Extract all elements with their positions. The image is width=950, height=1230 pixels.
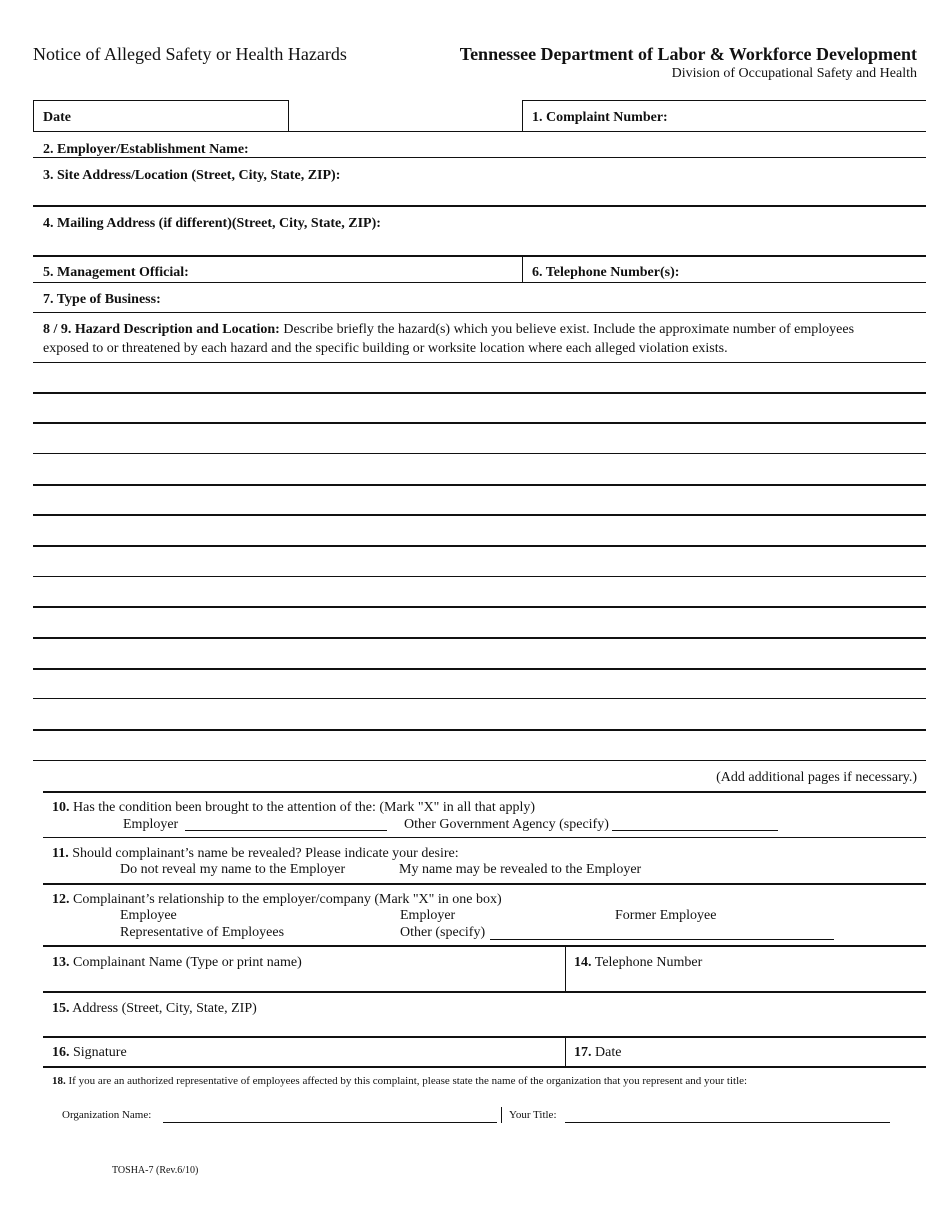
complaint-number-label: 1. Complaint Number: [532, 110, 668, 125]
q18-title-label: Your Title: [509, 1109, 557, 1121]
date-input[interactable] [290, 102, 520, 130]
form-id: TOSHA-7 (Rev.6/10) [112, 1165, 199, 1176]
q14-telephone-label: 14. Telephone Number [574, 955, 703, 970]
form-title: Notice of Alleged Safety or Health Hazards [33, 44, 347, 64]
date-label: Date [43, 110, 71, 125]
hazard-label: 8 / 9. Hazard Description and Location: [43, 322, 280, 337]
q12-question: 12. Complainant’s relationship to the employer/company (Mark "X" in one box) [52, 892, 502, 907]
management-official-label: 5. Management Official: [43, 265, 189, 280]
q12-option-employee[interactable]: Employee [120, 908, 177, 923]
q11-option-no-reveal[interactable]: Do not reveal my name to the Employer [120, 862, 346, 877]
q10-option-employer: Employer [123, 817, 179, 832]
hazard-description-area[interactable] [33, 364, 926, 758]
hazard-text-line2: exposed to or threatened by each hazard and the specific building or worksite location where each alleged violation exists. [43, 341, 728, 356]
q18-organization-label: Organization Name: [62, 1109, 152, 1121]
q17-date-label: 17. Date [574, 1045, 622, 1060]
q11-question: 11. Should complainant’s name be revealed? Please indicate your desire: [52, 846, 459, 861]
mailing-address-label: 4. Mailing Address (if different)(Street, City, State, ZIP): [43, 216, 381, 231]
hazard-instructions [43, 322, 854, 338]
q10-agency-input[interactable] [612, 830, 778, 831]
q10-question: 10. Has the condition been brought to the attention of the: (Mark "X" in all that apply) [52, 800, 536, 815]
q18-title-input[interactable] [565, 1122, 890, 1123]
q16-signature-label: 16. Signature [52, 1045, 127, 1060]
q12-other-input[interactable] [490, 939, 834, 940]
employer-name-label: 2. Employer/Establishment Name: [43, 142, 249, 157]
q12-option-other[interactable]: Other (specify) [400, 925, 486, 940]
division-name: Division of Occupational Safety and Health [671, 66, 917, 81]
q13-complainant-name-label: 13. Complainant Name (Type or print name) [52, 955, 302, 970]
hazard-text-line1: Describe briefly the hazard(s) which you believe exist. Include the approximate number of employees [279, 322, 855, 337]
q10-option-agency: Other Government Agency (specify) [404, 817, 609, 832]
telephone-numbers-label: 6. Telephone Number(s): [532, 265, 680, 280]
q12-option-former-employee[interactable]: Former Employee [615, 908, 717, 923]
additional-pages-note: (Add additional pages if necessary.) [716, 770, 917, 785]
type-of-business-label: 7. Type of Business: [43, 292, 161, 307]
q18-question: 18. If you are an authorized representative of employees affected by this complaint, please state the name of the organization that you represent and your title: [52, 1075, 748, 1087]
site-address-label: 3. Site Address/Location (Street, City, State, ZIP): [43, 168, 341, 183]
q15-address-label: 15. Address (Street, City, State, ZIP) [52, 1001, 257, 1016]
q11-option-reveal[interactable]: My name may be revealed to the Employer [399, 862, 642, 877]
q10-employer-input[interactable] [185, 830, 387, 831]
q12-option-employer[interactable]: Employer [400, 908, 456, 923]
q18-organization-input[interactable] [163, 1122, 497, 1123]
department-name: Tennessee Department of Labor & Workforce Development [459, 44, 917, 64]
q12-option-representative[interactable]: Representative of Employees [120, 925, 285, 940]
